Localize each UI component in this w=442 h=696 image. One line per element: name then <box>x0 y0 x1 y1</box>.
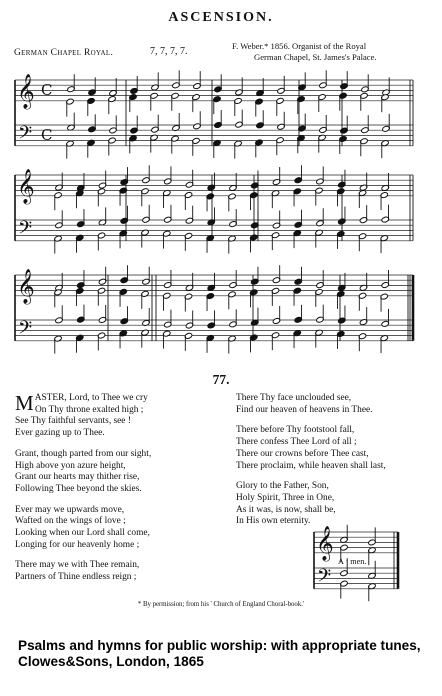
stanza <box>15 505 225 552</box>
stanza <box>15 449 225 496</box>
verse-line: Partners of Thine endless reign ; <box>15 572 137 583</box>
footnote: * By permission; from his ' Church of England Choral-book.' <box>137 601 305 608</box>
hymn-number: 77. <box>212 372 230 387</box>
verse-line: Holy Spirit, Three in One, <box>236 492 335 503</box>
verse-line: Grant our hearts may thither rise, <box>15 472 140 483</box>
treble-clef-icon: 𝄞 <box>17 74 35 109</box>
tune-name: German Chapel Royal. <box>14 48 114 58</box>
treble-clef-icon: 𝄞 <box>316 526 334 561</box>
verse-line: Looking when our Lord shall come, <box>15 528 150 539</box>
verse-line: Following Thee beyond the skies. <box>15 483 142 494</box>
hymn-text-right-column <box>236 393 436 537</box>
common-time-icon: C <box>41 81 53 99</box>
verse-line-rest: ASTER, Lord, to Thee we cry <box>34 393 148 403</box>
verse-line: High above yon azure height, <box>15 460 126 471</box>
image-caption: Psalms and hymns for public worship: with appropriate tunes, Clowes&Sons, London, 1865 <box>18 638 421 669</box>
verse-line: There before Thy footstool fall, <box>236 425 355 436</box>
verse-line: Grant, though parted from our sight, <box>15 448 152 459</box>
verse-line: See Thy faithful servants, see ! <box>15 416 131 427</box>
verse-line: Ever may we upwards move, <box>15 504 125 515</box>
verse-line: As it was, is now, shall be, <box>236 504 336 515</box>
stanza <box>236 481 436 528</box>
page-title: ASCENSION. <box>168 10 274 25</box>
stanza <box>236 425 436 472</box>
verse-line: There Thy face unclouded see, <box>236 393 352 403</box>
bass-clef-icon: 𝄢 <box>18 218 33 243</box>
verse-line: There our crowns before Thee cast, <box>236 448 369 459</box>
bass-clef-icon: 𝄢 <box>18 318 33 343</box>
verse-line: In His own eternity. <box>236 516 311 527</box>
treble-clef-icon: 𝄞 <box>17 169 35 204</box>
stanza <box>236 393 436 416</box>
composer-line-2: German Chapel, St. James's Palace. <box>254 52 377 62</box>
verse-line: Wafted on the wings of love ; <box>15 516 126 527</box>
treble-clef-icon: 𝄞 <box>17 269 35 304</box>
verse-line: There confess Thee Lord of all ; <box>236 437 357 448</box>
verse-line: Longing for our heavenly home ; <box>15 539 140 550</box>
hymn-text-left-column <box>15 393 225 593</box>
amen-label: A · men. <box>338 557 367 566</box>
verse-line: Ever gazing up to Thee. <box>15 428 105 439</box>
tune-meter: 7, 7, 7, 7. <box>150 46 188 57</box>
composer-line-1: F. Weber.* 1856. Organist of the Royal <box>232 41 367 51</box>
drop-cap: M <box>15 391 34 415</box>
verse-line: On Thy throne exalted high ; <box>35 404 144 415</box>
common-time-icon: C <box>41 126 53 144</box>
verse-line: There may we with Thee remain, <box>15 560 140 571</box>
stanza <box>15 393 225 440</box>
verse-line: Glory to the Father, Son, <box>236 481 329 492</box>
verse-line: Find our heaven of heavens in Thee. <box>236 404 373 415</box>
verse-line: There proclaim, while heaven shall last, <box>236 460 386 471</box>
bass-clef-icon: 𝄢 <box>18 123 33 148</box>
bass-clef-icon: 𝄢 <box>317 566 332 591</box>
stanza <box>15 560 225 583</box>
